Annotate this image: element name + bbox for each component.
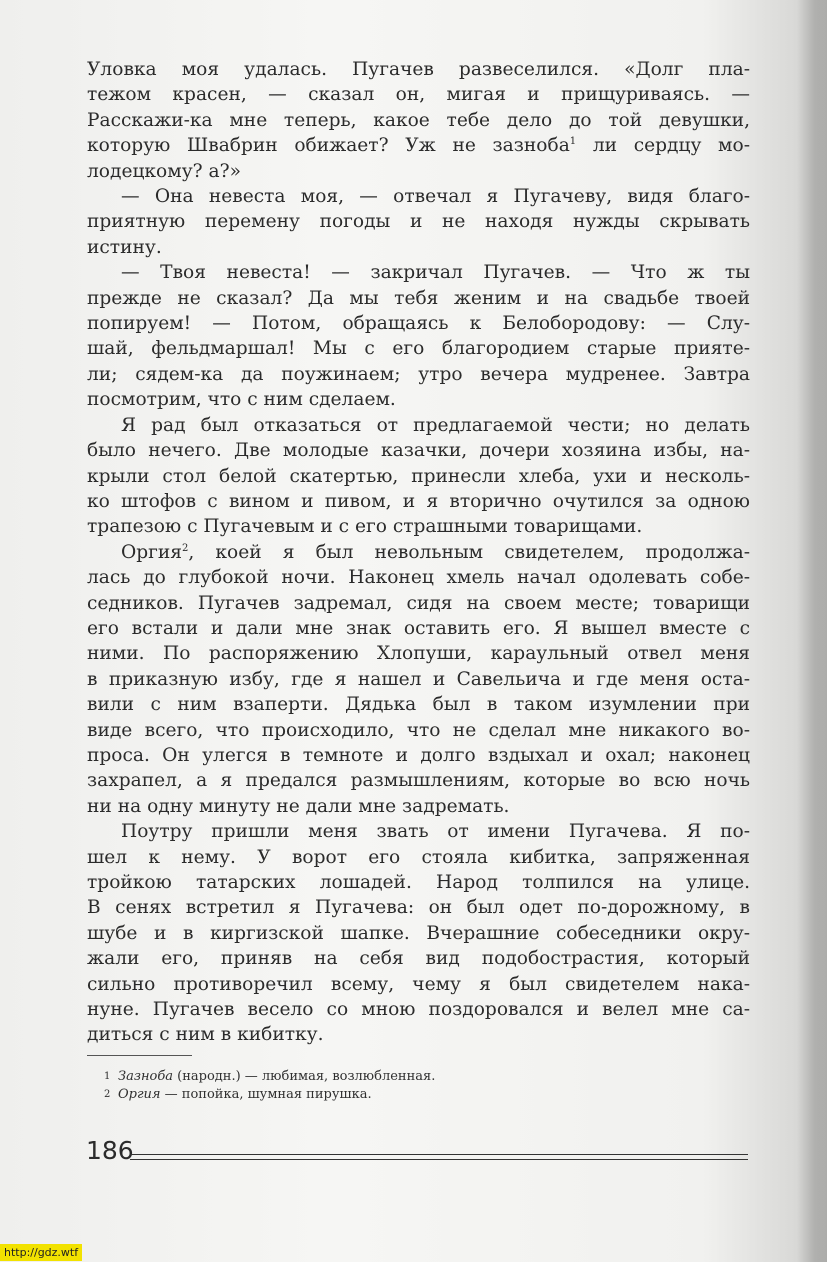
- text-line: было нечего. Две молодые казачки, дочери хозяина избы, на-: [87, 440, 750, 462]
- paragraph-2: [87, 184, 750, 260]
- main-text: [87, 57, 750, 1048]
- text-line: — Она невеста моя, — отвечал я Пугачеву, видя благо-: [121, 186, 750, 208]
- footnote-term: Зазноба: [118, 1069, 174, 1084]
- paragraph-1: [87, 57, 750, 184]
- footnote-1: [104, 1068, 738, 1086]
- text-line: виде всего, что происходило, что не сделал мне никакого во-: [87, 719, 750, 741]
- footnote-2: [104, 1086, 738, 1104]
- paragraph-4: [87, 413, 750, 540]
- footnote-term: Оргия: [118, 1087, 161, 1102]
- page-number: 186: [86, 1136, 134, 1165]
- footnote-definition: (народн.) — любимая, возлюбленная.: [173, 1069, 436, 1084]
- watermark-link[interactable]: http://gdz.wtf: [0, 1244, 82, 1261]
- text-line: крыли стол белой скатертью, принесли хлеба, ухи и несколь-: [87, 465, 750, 487]
- text-line: его встали и дали мне знак оставить его. Я вышел вместе с: [87, 617, 750, 639]
- text-line: истину.: [87, 236, 162, 258]
- page-number-rule: [130, 1154, 748, 1160]
- text-line: попируем! — Потом, обращаясь к Белобородову: — Слу-: [87, 313, 750, 335]
- text-line: шубе и в киргизской шапке. Вчерашние собеседники окру-: [87, 922, 750, 944]
- paragraph-3: [87, 260, 750, 412]
- text-line: шай, фельдмаршал! Мы с его благородием старые прияте-: [87, 338, 750, 360]
- text-line: ни на одну минуту не дали мне задремать.: [87, 795, 510, 817]
- text-line: сильно противоречил всему, чему я был свидетелем нака-: [87, 973, 750, 995]
- footnote-number: 1: [104, 1071, 111, 1082]
- text-line: диться с ним в кибитку.: [87, 1024, 324, 1046]
- text-line: в приказную избу, где я нашел и Савельича и где меня оста-: [87, 668, 750, 690]
- text-line: — Твоя невеста! — закричал Пугачев. — Что ж ты: [121, 262, 750, 284]
- text-line: захрапел, а я предался размышлениям, которые во всю ночь: [87, 770, 750, 792]
- text-line: лодецкому? а?»: [87, 160, 241, 182]
- text-line: ко штофов с вином и пивом, и я вторично очутился за одною: [87, 490, 750, 512]
- footnotes: [104, 1068, 738, 1104]
- text-line: Оргия$^2$, коей я был невольным свидетелем, продолжа-: [121, 541, 750, 563]
- footnote-definition: — попойка, шумная пирушка.: [160, 1087, 372, 1102]
- text-line: Расскажи-ка мне теперь, какое тебе дело до той девушки,: [87, 109, 750, 131]
- text-line: трапезою с Пугачевым и с его страшными товарищами.: [87, 516, 643, 538]
- text-line: которую Швабрин обижает? Уж не зазноба$^1$ ли сердцу мо-: [87, 135, 751, 157]
- paragraph-6: [87, 819, 750, 1048]
- footnote-marker: 1: [569, 136, 577, 148]
- text-line: посмотрим, что с ним сделаем.: [87, 389, 396, 411]
- footnote-divider: [87, 1055, 192, 1056]
- text-line: Уловка моя удалась. Пугачев развеселился. «Долг пла-: [87, 59, 750, 80]
- book-spine-shadow: [797, 0, 827, 1262]
- text-line: жали его, приняв на себя вид подобострастия, который: [87, 948, 750, 970]
- text-line: приятную перемену погоды и не находя нужды скрывать: [87, 211, 750, 233]
- text-line: седников. Пугачев задремал, сидя на своем месте; товарищи: [87, 592, 750, 614]
- paragraph-5: [87, 540, 750, 819]
- text-line: проса. Он улегся в темноте и долго вздыхал и охал; наконец: [87, 744, 750, 766]
- footnote-number: 2: [104, 1089, 111, 1100]
- text-line: шел к нему. У ворот его стояла кибитка, запряженная: [87, 846, 750, 868]
- text-line: тройкою татарских лошадей. Народ толпился на улице.: [87, 872, 750, 893]
- text-line: В сенях встретил я Пугачева: он был одет по-дорожному, в: [87, 897, 750, 919]
- text-line: ли; сядем-ка да поужинаем; утро вечера мудренее. Завтра: [87, 363, 750, 385]
- text-line: Я рад был отказаться от предлагаемой чести; но делать: [121, 414, 750, 436]
- text-line: тежом красен, — сказал он, мигая и прищуриваясь. —: [87, 84, 750, 106]
- text-line: прежде не сказал? Да мы тебя женим и на свадьбе твоей: [87, 287, 750, 309]
- text-line: вили с ним взаперти. Дядька был в таком изумлении при: [87, 694, 750, 716]
- text-line: ними. По распоряжению Хлопуши, караульный отвел меня: [87, 643, 750, 665]
- text-line: нуне. Пугачев весело со мною поздоровался и велел мне са-: [87, 999, 750, 1021]
- footnote-marker: 2: [182, 542, 189, 554]
- text-line: лась до глубокой ночи. Наконец хмель начал одолевать собе-: [87, 567, 750, 589]
- text-line: Поутру пришли меня звать от имени Пугачева. Я по-: [121, 821, 750, 843]
